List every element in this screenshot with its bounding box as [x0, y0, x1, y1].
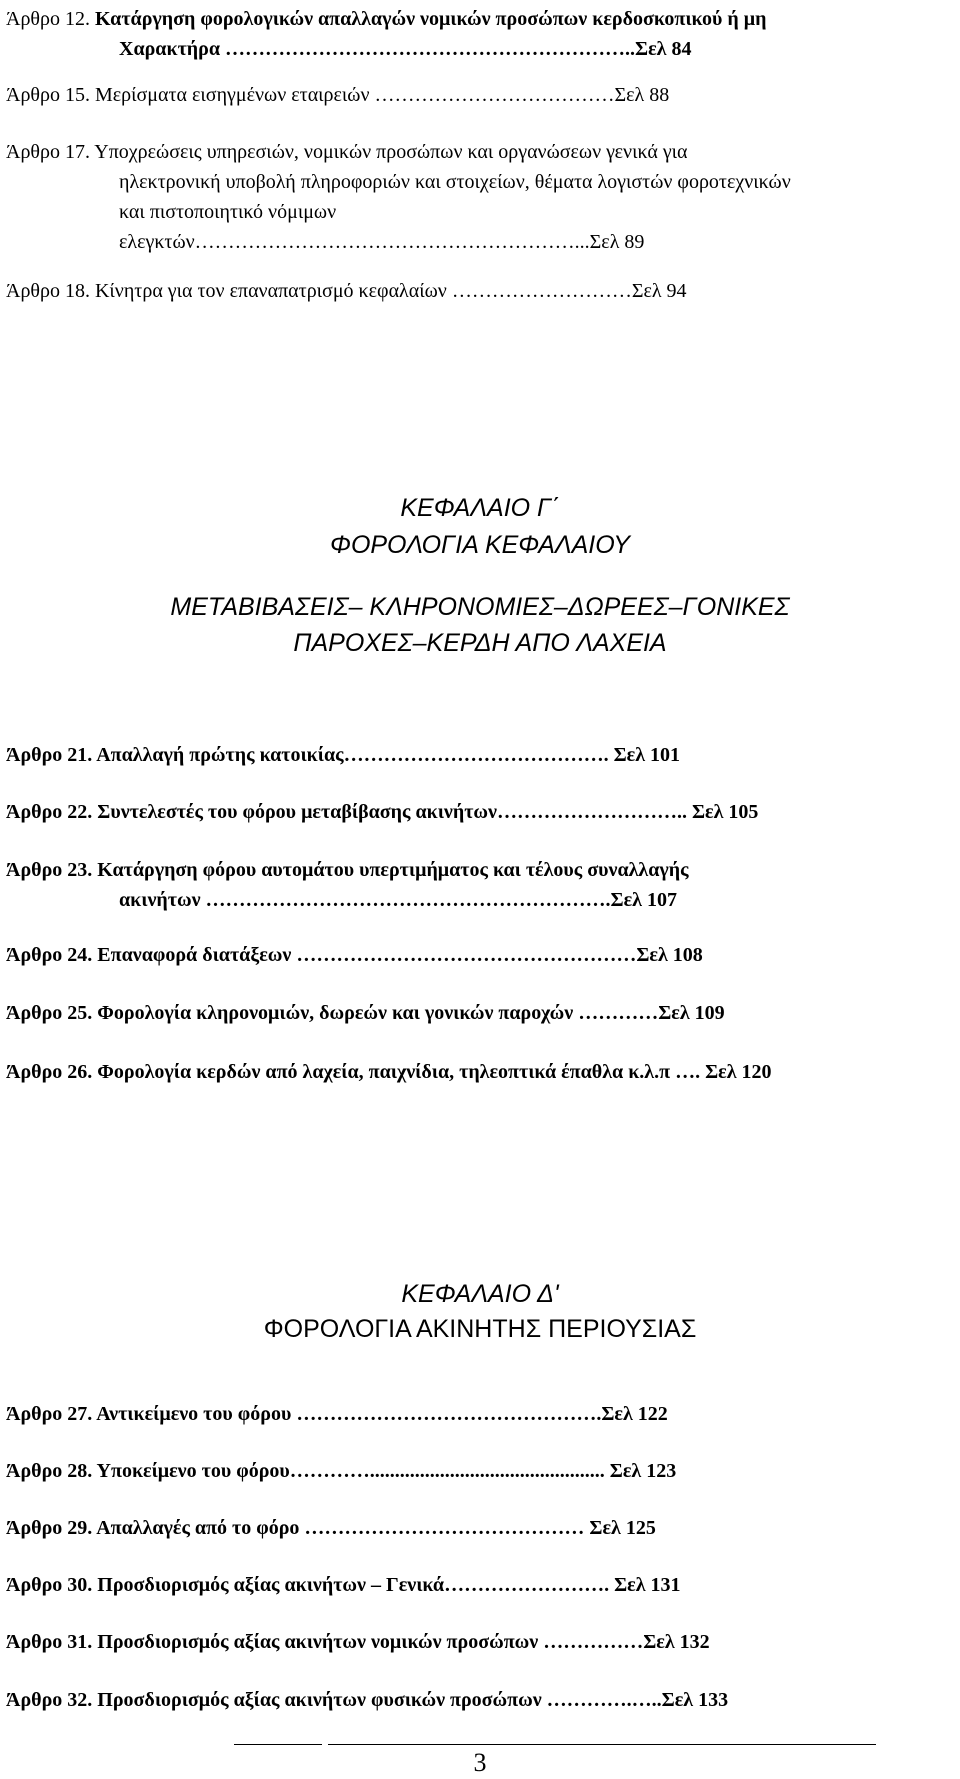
article-title: Φορολογία κληρονομιών, δωρεών και γονικών παροχών …………Σελ 109: [97, 1002, 725, 1024]
article-title-continuation: ηλεκτρονική υποβολή πληροφοριών και στοιχείων, θέματα λογιστών φοροτεχνικών: [119, 171, 791, 193]
footer-rule-left: [234, 1744, 322, 1745]
article-title: Απαλλαγή πρώτης κατοικίας…………………………………. Σελ 101: [96, 744, 681, 766]
article-title: Μερίσματα εισηγμένων εταιρειών ………………………………Σελ 88: [94, 84, 670, 106]
chapter-title: ΦΟΡΟΛΟΓΙΑ ΑΚΙΝΗΤΗΣ ΠΕΡΙΟΥΣΙΑΣ: [263, 1315, 697, 1343]
article-title: Προσδιορισμός αξίας ακινήτων – Γενικά……………………. Σελ 131: [97, 1574, 681, 1596]
toc-entry-article-26: [0, 1057, 960, 1087]
article-number: Άρθρο 22.: [6, 801, 98, 823]
article-number: Άρθρο 31.: [6, 1631, 98, 1653]
article-title: Κατάργηση φόρου αυτομάτου υπερτιμήματος και τέλους συναλλαγής: [97, 859, 689, 881]
chapter-title: ΦΟΡΟΛΟΓΙΑ ΚΕΦΑΛΑΙΟΥ: [330, 531, 630, 559]
chapter-heading: ΚΕΦΑΛΑΙΟ Δ': [401, 1280, 559, 1308]
article-title: Επαναφορά διατάξεων ……………………………………………Σελ 108: [97, 944, 703, 966]
chapter-subtitle: ΜΕΤΑΒΙΒΑΣΕΙΣ– ΚΛΗΡΟΝΟΜΙΕΣ–ΔΩΡΕΕΣ–ΓΟΝΙΚΕΣ: [170, 593, 790, 621]
article-title: Κατάργηση φορολογικών απαλλαγών νομικών προσώπων κερδοσκοπικού ή μη: [94, 8, 767, 30]
toc-entry-article-18: [0, 276, 960, 306]
article-title-continuation: ελεγκτών…………………………………………………...Σελ 89: [119, 231, 645, 253]
article-number: Άρθρο 21.: [6, 744, 97, 766]
article-number: Άρθρο 25.: [6, 1002, 98, 1024]
toc-entry-article-21: [0, 740, 960, 770]
toc-entry-article-22: [0, 797, 960, 827]
article-title: Προσδιορισμός αξίας ακινήτων νομικών προσώπων ……………Σελ 132: [97, 1631, 710, 1653]
article-number: Άρθρο 30.: [6, 1574, 98, 1596]
article-number: Άρθρο 32.: [6, 1689, 98, 1711]
article-title: Υποκείμενο του φόρου…………............................................... Σελ 123: [96, 1460, 677, 1482]
toc-entry-article-29: [0, 1513, 960, 1543]
page-number: 3: [473, 1748, 487, 1777]
article-number: Άρθρο 12.: [6, 8, 95, 30]
article-number: Άρθρο 28.: [6, 1460, 97, 1482]
toc-entry-article-28: [0, 1456, 960, 1486]
toc-entry-article-32: [0, 1685, 960, 1715]
toc-entry-article-23: [0, 855, 960, 915]
article-number: Άρθρο 18.: [6, 280, 95, 302]
article-title: Κίνητρα για τον επαναπατρισμό κεφαλαίων ………………………Σελ 94: [94, 280, 687, 302]
footer-rule: [328, 1744, 876, 1745]
chapter-heading: ΚΕΦΑΛΑΙΟ Γ΄: [400, 494, 560, 522]
toc-entry-article-12: [0, 4, 960, 64]
chapter-subtitle: ΠΑΡΟΧΕΣ–ΚΕΡΔΗ ΑΠΟ ΛΑΧΕΙΑ: [293, 629, 667, 657]
article-number: Άρθρο 26.: [6, 1061, 98, 1083]
article-number: Άρθρο 24.: [6, 944, 98, 966]
toc-entry-article-24: [0, 940, 960, 970]
toc-entry-article-27: [0, 1399, 960, 1429]
article-title: Αντικείμενο του φόρου ……………………………………….Σελ 122: [96, 1403, 668, 1425]
article-number: Άρθρο 29.: [6, 1517, 97, 1539]
article-title: Συντελεστές του φόρου μεταβίβασης ακινήτων……………………….. Σελ 105: [97, 801, 759, 823]
toc-entry-article-30: [0, 1570, 960, 1600]
article-number: Άρθρο 27.: [6, 1403, 97, 1425]
article-title: Απαλλαγές από το φόρο …………………………………… Σελ 125: [96, 1517, 656, 1539]
article-number: Άρθρο 15.: [6, 84, 95, 106]
article-number: Άρθρο 23.: [6, 859, 98, 881]
toc-entry-article-25: [0, 998, 960, 1028]
article-title: Φορολογία κερδών από λαχεία, παιχνίδια, τηλεοπτικά έπαθλα κ.λ.π …. Σελ 120: [97, 1061, 772, 1083]
toc-entry-article-31: [0, 1627, 960, 1657]
article-title: Υποχρεώσεις υπηρεσιών, νομικών προσώπων και οργανώσεων γενικά για: [94, 141, 688, 163]
article-title-continuation: και πιστοποιητικό νόμιμων: [119, 201, 337, 223]
article-title-continuation: Χαρακτήρα ……………………………………………………..Σελ 84: [119, 38, 692, 60]
toc-entry-article-17: [0, 137, 960, 257]
article-number: Άρθρο 17.: [6, 141, 95, 163]
article-title-continuation: ακινήτων …………………………………………………….Σελ 107: [119, 889, 677, 911]
article-title: Προσδιορισμός αξίας ακινήτων φυσικών προσώπων ………….…..Σελ 133: [97, 1689, 729, 1711]
toc-entry-article-15: [0, 80, 960, 110]
